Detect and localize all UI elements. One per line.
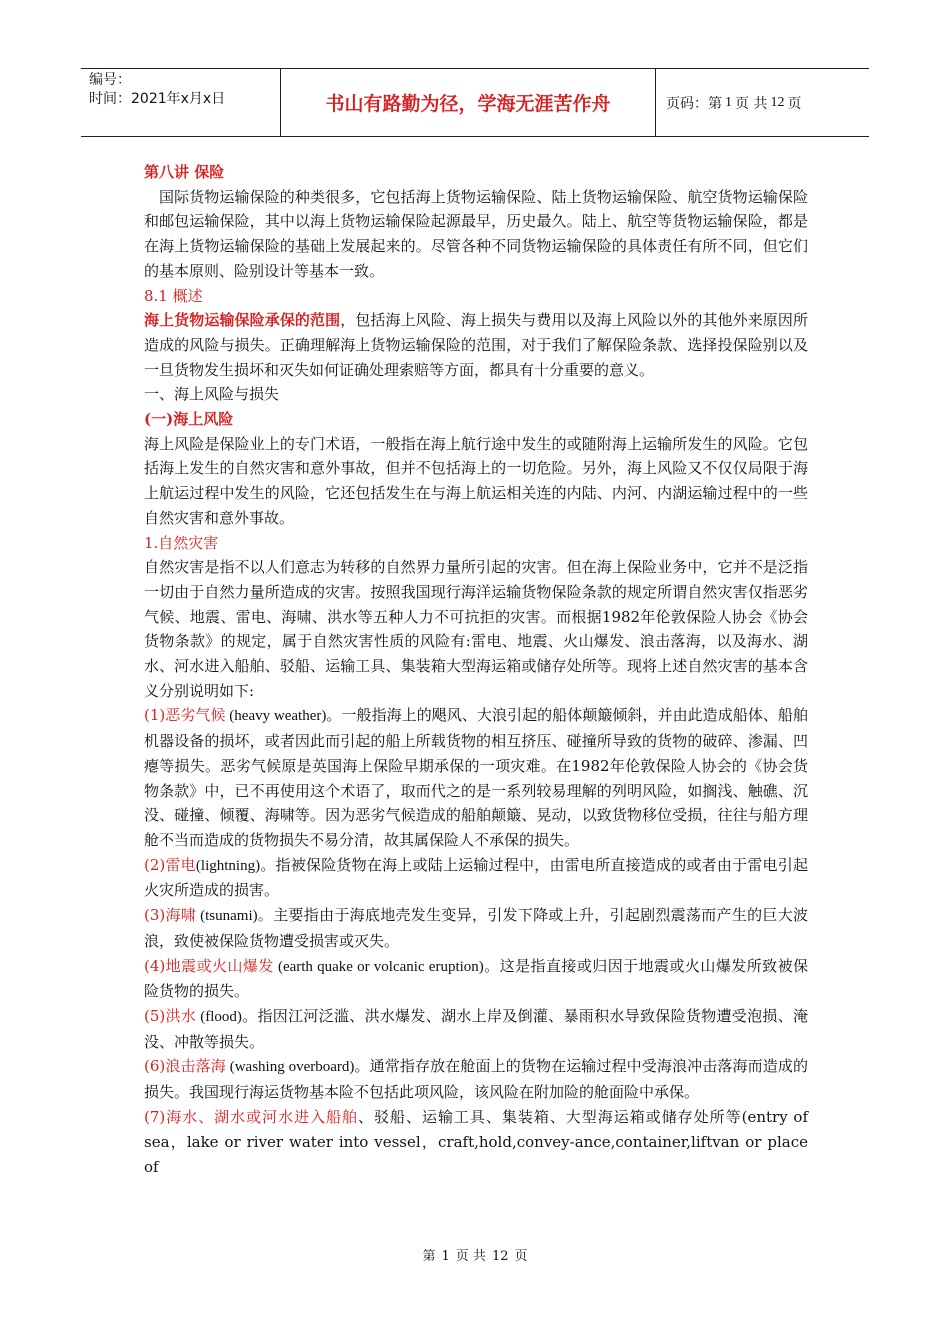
page-footer [0, 1245, 950, 1264]
header-page-total: 12 [770, 94, 785, 110]
scope-lead: 海上货物运输保险承保的范围 [144, 311, 341, 330]
item-text: 。一般指海上的飓风、大浪引起的船体颠簸倾斜，并由此造成船体、船舶机器设备的损坏，或者因此而引起的船上所载货物的相互挤压、碰撞所导致的货物的破碎、渗漏、凹瘪等损失。恶劣气候原是英国海上保险早期承保的一项灾难。在1982年伦敦保险人协会的《协会货物条款》中，已不再使用这个术语了，取而代之的是一系列较易理解的列明风险，如搁浅、触礁、沉没、碰撞、倾覆、海啸等。因为恶劣气候造成的船舶颠簸、晃动，以致货物移位受损，往往与船方理舱不当而造成的货物损失不易分清，故其属保险人不承保的损失。 [144, 706, 808, 849]
item-label: (1)恶劣气候 [144, 706, 226, 725]
item-label: (2)雷电 [144, 855, 196, 874]
header-motto: 书山有路勤为径，学海无涯苦作舟 [281, 69, 656, 136]
item-english: (heavy weather) [225, 708, 327, 725]
intro-paragraph: 国际货物运输保险的种类很多，它包括海上货物运输保险、陆上货物运输保险、航空货物运输保险和邮包运输保险，其中以海上货物运输保险起源最早，历史最久。陆上、航空等货物运输保险，都是在海上货物运输保险的基础上发展起来的。尽管各种不同货物运输保险的具体责任有所不同，但它们的基本原则、险别设计等基本一致。 [144, 187, 808, 280]
item-label: (5)洪水 [144, 1006, 197, 1025]
footer-page-number: 1 [441, 1249, 450, 1264]
document-number-label: 编号： [89, 72, 131, 88]
footer-prefix: 第 [422, 1249, 436, 1264]
item-english: (earth quake or volcanic eruption) [273, 958, 484, 975]
scope-paragraph [144, 308, 808, 382]
item-text: 。这是指直接或归因于地震或火山爆发所致被保险货物的损失。 [144, 956, 809, 1001]
header-info-cell [81, 69, 281, 136]
list-item [144, 903, 808, 953]
chapter-title: 第八讲 保险 [144, 163, 225, 181]
header-page-mid: 页 共 [735, 95, 768, 112]
item-english: (lightning) [195, 857, 261, 874]
list-item [144, 703, 808, 852]
header-page-suffix: 页 [787, 95, 802, 112]
item-english: (tsunami) [196, 908, 258, 925]
item-label: (4)地震或火山爆发 [144, 956, 274, 975]
item-label: (7)海水、湖水或河水进入船舶 [144, 1107, 359, 1126]
section-heading-8-1: 8.1 概述 [144, 286, 203, 305]
item-label: (6)浪击落海 [144, 1057, 226, 1076]
item-text: 。指因江河泛滥、洪水爆发、湖水上岸及倒灌、暴雨积水导致保险货物遭受泡损、淹没、冲散等损失。 [144, 1006, 809, 1051]
list-item [144, 1004, 808, 1054]
list-item [144, 1105, 808, 1180]
item-english: (flood) [196, 1008, 242, 1025]
header-page-prefix: 页码：第 [666, 95, 722, 112]
subsection-heading-1a: (一)海上风险 [144, 410, 234, 429]
header-page-number: 1 [725, 94, 732, 110]
item-text: 。主要指由于海底地壳发生变异，引发下降或上升，引起剧烈震荡而产生的巨大波浪，致使被保险货物遭受损害或灭失。 [144, 906, 808, 950]
item-text: 。通常指存放在舱面上的货物在运输过程中受海浪冲击落海而造成的损失。我国现行海运货物基本险不包括此项风险，该风险在附加险的舱面险中承保。 [144, 1057, 808, 1102]
item-label: (3)海啸 [144, 906, 197, 925]
natural-disaster-heading: 1.自然灾害 [144, 533, 219, 552]
page-header [81, 68, 869, 137]
footer-page-total: 12 [491, 1249, 509, 1264]
footer-suffix: 页 [514, 1249, 528, 1264]
marine-risk-paragraph: 海上风险是保险业上的专门术语，一般指在海上航行途中发生的或随附海上运输所发生的风险。它包括海上发生的自然灾害和意外事故，但并不包括海上的一切危险。另外，海上风险又不仅仅局限于海上航运过程中发生的风险，它还包括发生在与海上航运相关连的内陆、内河、内湖运输过程中的一些自然灾害和意外事故。 [144, 434, 808, 527]
document-date-label: 时间：2021年x月x日 [89, 91, 226, 107]
header-page-info [656, 69, 869, 136]
footer-mid: 页 共 [455, 1249, 486, 1264]
item-text: 、驳船、运输工具、集装箱、大型海运箱或储存处所等(entry of sea，lake or river water into vessel，craft,hold,convey-ance,container,liftvan or place of [144, 1107, 809, 1177]
document-body [144, 160, 808, 1180]
natural-disaster-paragraph: 自然灾害是指不以人们意志为转移的自然界力量所引起的灾害。但在海上保险业务中，它并不是泛指一切由于自然力量所造成的灾害。按照我国现行海洋运输货物保险条款的规定所谓自然灾害仅指恶劣气候、地震、雷电、海啸、洪水等五种人力不可抗拒的灾害。而根据1982年伦敦保险人协会《协会货物条款》的规定，属于自然灾害性质的风险有:雷电、地震、火山爆发、浪击落海，以及海水、湖水、河水进入船舶、驳船、运输工具、集装箱大型海运箱或储存处所等。现将上述自然灾害的基本含义分别说明如下: [144, 558, 808, 700]
list-item [144, 1054, 808, 1104]
list-item [144, 853, 808, 903]
scope-text: ，包括海上风险、海上损失与费用以及海上风险以外的其他外来原因所造成的风险与损失。正确理解海上货物运输保险的范围，对于我们了解保险条款、选择投保险别以及一旦货物发生损坏和灭失如何证确处理索赔等方面，都具有十分重要的意义。 [144, 311, 808, 379]
item-english: (washing overboard) [225, 1059, 355, 1076]
subsection-heading-1: 一、海上风险与损失 [144, 385, 280, 404]
item-text: 。指被保险货物在海上或陆上运输过程中，由雷电所直接造成的或者由于雷电引起火灾所造成的损害。 [144, 855, 809, 900]
list-item [144, 954, 808, 1004]
